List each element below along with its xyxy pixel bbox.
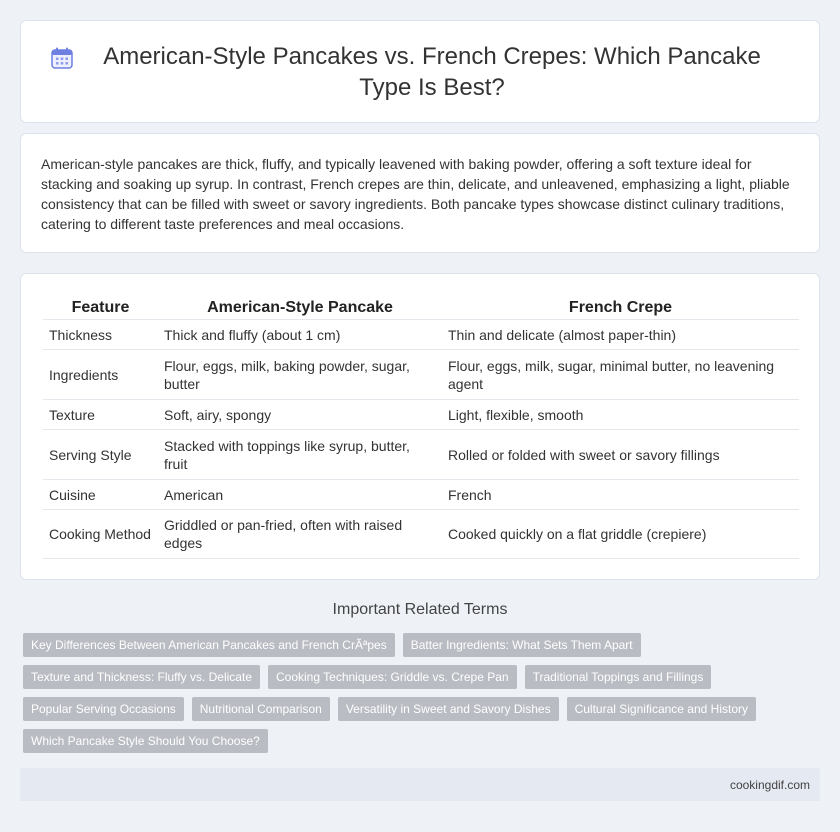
- table-cell: Cuisine: [43, 479, 158, 509]
- related-term-tag[interactable]: Cultural Significance and History: [567, 697, 756, 721]
- table-cell: Soft, airy, spongy: [158, 399, 442, 429]
- table-cell: Ingredients: [43, 349, 158, 399]
- related-term-tag[interactable]: Nutritional Comparison: [192, 697, 330, 721]
- table-cell: Flour, eggs, milk, sugar, minimal butter, no leavening agent: [442, 349, 799, 399]
- table-header-cell: American-Style Pancake: [207, 298, 393, 316]
- table-cell: Rolled or folded with sweet or savory fillings: [442, 429, 799, 479]
- comparison-table-card: [20, 273, 820, 580]
- table-cell: American: [158, 479, 442, 509]
- tag-row: [23, 729, 813, 761]
- table-cell: Cooked quickly on a flat griddle (crepiere): [442, 509, 799, 559]
- table-row: [43, 319, 799, 349]
- intro-card: [20, 133, 820, 253]
- footer: [20, 768, 820, 801]
- tag-row: [23, 633, 813, 665]
- related-term-tag[interactable]: Texture and Thickness: Fluffy vs. Delicate: [23, 665, 260, 689]
- related-term-tag[interactable]: Traditional Toppings and Fillings: [525, 665, 712, 689]
- table-cell: Light, flexible, smooth: [442, 399, 799, 429]
- table-header-row: [43, 294, 799, 319]
- related-term-tag[interactable]: Key Differences Between American Pancakes and French CrÃªpes: [23, 633, 395, 657]
- table-cell: Thickness: [43, 319, 158, 349]
- related-term-tag[interactable]: Cooking Techniques: Griddle vs. Crepe Pan: [268, 665, 517, 689]
- table-cell: French: [442, 479, 799, 509]
- table-row: [43, 479, 799, 509]
- table-cell: Thin and delicate (almost paper-thin): [442, 319, 799, 349]
- table-row: [43, 399, 799, 429]
- related-term-tag[interactable]: Versatility in Sweet and Savory Dishes: [338, 697, 559, 721]
- table-row: [43, 509, 799, 559]
- table-cell: Texture: [43, 399, 158, 429]
- table-cell: Stacked with toppings like syrup, butter, fruit: [158, 429, 442, 479]
- header-card: [20, 20, 820, 123]
- table-cell: Griddled or pan-fried, often with raised edges: [158, 509, 442, 559]
- table-cell: Cooking Method: [43, 509, 158, 559]
- comparison-table: [43, 294, 799, 559]
- intro-text: American-style pancakes are thick, fluffy, and typically leavened with baking powder, offering a soft texture ideal for stacking and soaking up syrup. In contrast, French crepes are thin, delicate, and unleavened, emphasizing a light, pliable consistency that can be filled with sweet or savory ingredients. Both pancake types showcase distinct culinary traditions, catering to different taste preferences and meal occasions.: [41, 156, 790, 232]
- footer-site-link[interactable]: cookingdif.com: [729, 777, 810, 792]
- related-terms-list: [23, 633, 813, 761]
- tag-row: [23, 697, 813, 729]
- table-cell: Thick and fluffy (about 1 cm): [158, 319, 442, 349]
- tag-row: [23, 665, 813, 697]
- table-row: [43, 429, 799, 479]
- related-term-tag[interactable]: Batter Ingredients: What Sets Them Apart: [403, 633, 641, 657]
- related-term-tag[interactable]: Popular Serving Occasions: [23, 697, 184, 721]
- table-cell: Flour, eggs, milk, baking powder, sugar, butter: [158, 349, 442, 399]
- related-terms-title: Important Related Terms: [332, 601, 508, 618]
- table-header-cell: French Crepe: [568, 298, 673, 316]
- table-cell: Serving Style: [43, 429, 158, 479]
- page-title: American-Style Pancakes vs. French Crepes: Which Pancake Type Is Best?: [103, 42, 761, 101]
- table-row: [43, 349, 799, 399]
- related-term-tag[interactable]: Which Pancake Style Should You Choose?: [23, 729, 268, 753]
- table-header-cell: Feature: [71, 298, 130, 316]
